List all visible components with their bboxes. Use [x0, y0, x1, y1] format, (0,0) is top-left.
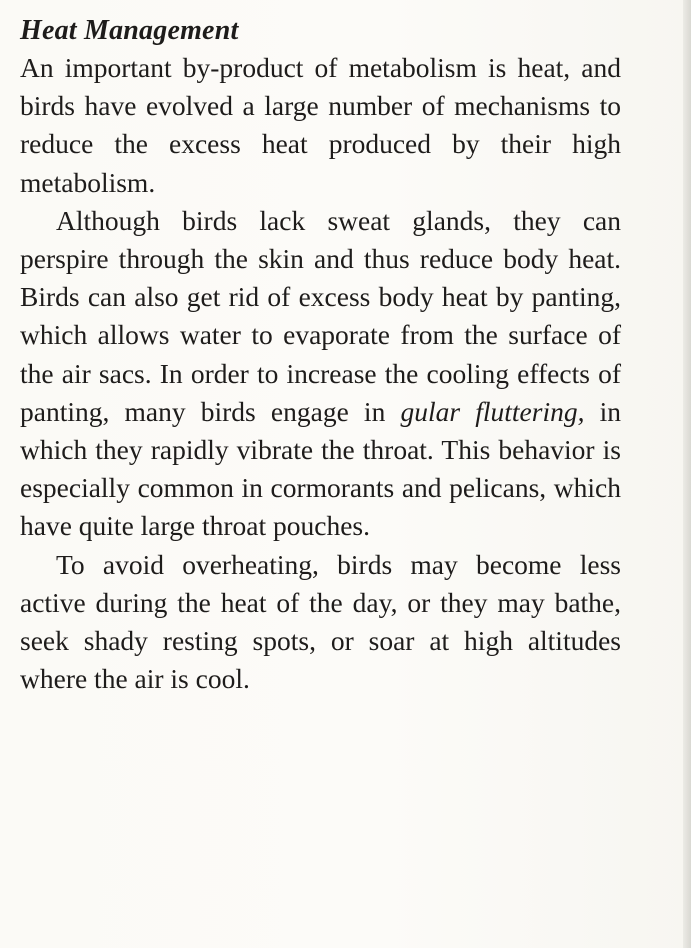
section-heading: Heat Management — [20, 15, 239, 46]
page-edge-shadow — [683, 0, 691, 948]
paragraph-heat-loss-text-before: Although birds lack sweat glands, they can perspire through the skin and thus reduce body heat. Birds can also get rid of excess body heat by panting, which allows water to evaporate from the surface of the air sacs. In order to increase the cooling effects of panting, many birds engage in — [20, 204, 621, 427]
paragraph-heat-loss-text-after: in which they rapidly vibrate the throat. This behavior is especially common in cormorants and pelicans, which have quite large throat pouches. — [20, 395, 622, 542]
paragraph-metabolism-heat: An important by-product of metabolism is heat, and birds have evolved a large number of mechanisms to reduce the excess heat produced by their high metabolism. — [20, 52, 621, 198]
paragraph-avoid-overheating: To avoid overheating, birds may become less active during the heat of the day, or they may bathe, seek shady resting spots, or soar at high altitudes where the air is cool. — [20, 548, 621, 695]
paragraph-heat-loss-mechanisms — [20, 202, 621, 546]
term-gular-fluttering: gular fluttering, — [400, 395, 585, 427]
